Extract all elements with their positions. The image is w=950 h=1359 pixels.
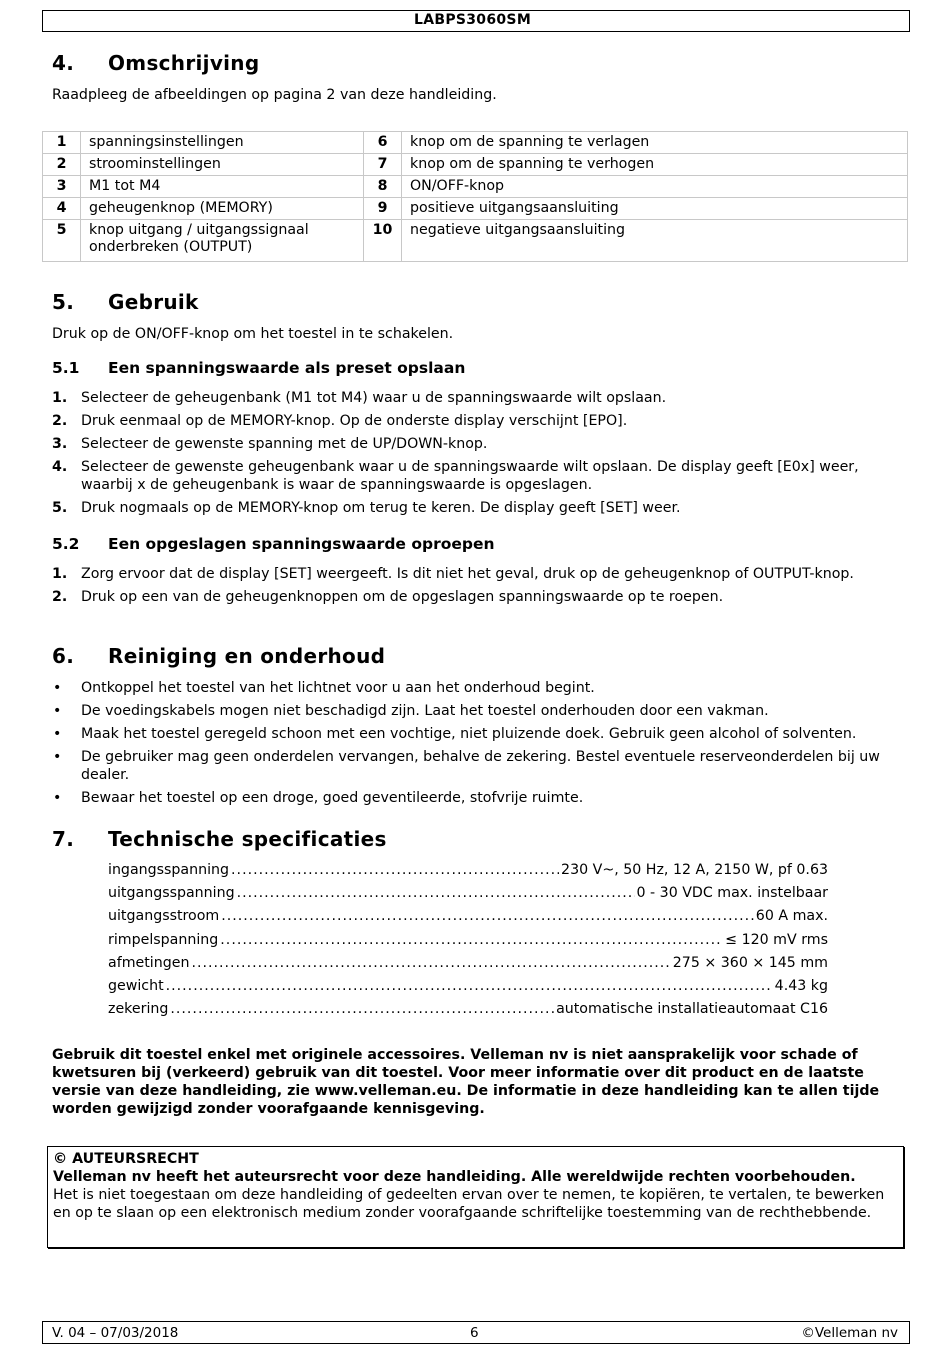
table-row — [43, 132, 908, 154]
spec-label: gewicht — [108, 977, 164, 994]
section-4-intro: Raadpleeg de afbeeldingen op pagina 2 van deze handleiding. — [52, 87, 497, 103]
leader-dots — [170, 1000, 554, 1018]
table-cell-number: 2 — [43, 154, 81, 176]
steps-list-5-2 — [52, 565, 912, 611]
spec-row — [108, 884, 828, 907]
list-item — [52, 565, 912, 583]
spec-label: zekering — [108, 1001, 169, 1018]
subsection-5-1-heading — [52, 359, 465, 377]
table-row — [43, 176, 908, 198]
section-5-heading — [52, 290, 199, 314]
spec-value: 230 V~, 50 Hz, 12 A, 2150 W, pf 0.63 — [561, 862, 828, 878]
list-item-text: Maak het toestel geregeld schoon met een vochtige, niet pluizende doek. Gebruik geen alcohol of solventen. — [81, 726, 857, 742]
table-cell-number: 9 — [364, 198, 402, 220]
footer-version: V. 04 – 07/03/2018 — [52, 1325, 179, 1341]
spec-label: uitgangsspanning — [108, 885, 235, 902]
copyright-text: Het is niet toegestaan om deze handleiding of gedeelten ervan over te nemen, te kopiëren, te vertalen, te bewerken en op te slaan op een elektronisch medium zonder voorafgaande schriftelijke toestemming van de rechthebbende. — [53, 1187, 885, 1221]
spec-value: 275 × 360 × 145 mm — [672, 954, 828, 971]
section-number: 5. — [52, 290, 75, 314]
table-cell-text: stroominstellingen — [81, 154, 364, 176]
table-cell-number: 4 — [43, 198, 81, 220]
spec-label: uitgangsstroom — [108, 908, 220, 925]
list-item — [52, 748, 912, 784]
subsection-number: 5.2 — [52, 535, 80, 553]
list-item — [52, 702, 912, 720]
list-item — [52, 412, 912, 430]
step-text: Zorg ervoor dat de display [SET] weergeeft. Is dit niet het geval, druk op de geheugenknop of OUTPUT-knop. — [81, 566, 854, 582]
table-cell-text: geheugenknop (MEMORY) — [81, 198, 364, 220]
step-number: 2. — [52, 589, 68, 605]
step-number: 1. — [52, 390, 68, 406]
step-number: 2. — [52, 413, 68, 429]
list-item — [52, 588, 912, 606]
table-cell-number: 3 — [43, 176, 81, 198]
spec-label: afmetingen — [108, 954, 190, 971]
step-number: 1. — [52, 566, 68, 582]
leader-dots — [221, 907, 754, 925]
table-cell-text: negatieve uitgangsaansluiting — [402, 220, 908, 262]
spec-list — [108, 861, 828, 1023]
step-text: Selecteer de gewenste spanning met de UP/DOWN-knop. — [81, 436, 488, 452]
spec-label: rimpelspanning — [108, 931, 219, 948]
step-number: 3. — [52, 436, 68, 452]
section-number: 4. — [52, 51, 75, 75]
leader-dots — [191, 954, 670, 972]
leader-dots — [220, 931, 723, 949]
step-text: Druk nogmaals op de MEMORY-knop om terug te keren. De display geeft [SET] weer. — [81, 500, 681, 516]
leader-dots — [237, 884, 635, 902]
bullet-icon: • — [53, 749, 62, 765]
list-item — [52, 725, 912, 743]
table-cell-number: 7 — [364, 154, 402, 176]
copyright-statement: Velleman nv heeft het auteursrecht voor deze handleiding. Alle wereldwijde rechten voorbehouden. — [53, 1169, 856, 1185]
table-cell-number: 6 — [364, 132, 402, 154]
section-title: Technische specificaties — [108, 827, 387, 851]
step-text: Druk eenmaal op de MEMORY-knop. Op de onderste display verschijnt [EPO]. — [81, 413, 628, 429]
spec-value: ≤ 120 mV rms — [725, 931, 828, 948]
section-title: Gebruik — [108, 290, 199, 314]
subsection-5-2-heading — [52, 535, 495, 553]
table-row — [43, 198, 908, 220]
list-item — [52, 389, 912, 407]
step-number: 5. — [52, 500, 68, 516]
spec-value: 0 - 30 VDC max. instelbaar — [636, 885, 828, 902]
leader-dots — [231, 861, 559, 879]
table-row — [43, 220, 908, 262]
table-cell-text: ON/OFF-knop — [402, 176, 908, 198]
list-item-text: Bewaar het toestel op een droge, goed geventileerde, stofvrije ruimte. — [81, 790, 584, 806]
page-number: 6 — [470, 1325, 479, 1341]
maintenance-list — [52, 679, 912, 812]
section-title: Omschrijving — [108, 51, 260, 75]
list-item — [52, 789, 912, 807]
table-cell-number: 5 — [43, 220, 81, 262]
table-row — [43, 154, 908, 176]
spec-row — [108, 861, 828, 884]
spec-row — [108, 954, 828, 977]
step-text: Selecteer de geheugenbank (M1 tot M4) waar u de spanningswaarde wilt opslaan. — [81, 390, 667, 406]
section-number: 7. — [52, 827, 75, 851]
table-cell-text: positieve uitgangsaansluiting — [402, 198, 908, 220]
bullet-icon: • — [53, 726, 62, 742]
table-cell-number: 8 — [364, 176, 402, 198]
list-item — [52, 435, 912, 453]
subsection-title: Een opgeslagen spanningswaarde oproepen — [108, 535, 495, 553]
table-cell-number: 10 — [364, 220, 402, 262]
section-5-intro: Druk op de ON/OFF-knop om het toestel in te schakelen. — [52, 326, 454, 342]
list-item-text: De gebruiker mag geen onderdelen vervangen, behalve de zekering. Bestel eventuele reserveonderdelen bij uw dealer. — [81, 749, 880, 783]
section-7-heading — [52, 827, 387, 851]
subsection-number: 5.1 — [52, 359, 80, 377]
spec-value: 4.43 kg — [774, 977, 828, 994]
table-cell-number: 1 — [43, 132, 81, 154]
leader-dots — [166, 977, 773, 995]
copyright-title: © AUTEURSRECHT — [53, 1151, 199, 1167]
step-text: Druk op een van de geheugenknoppen om de opgeslagen spanningswaarde op te roepen. — [81, 589, 724, 605]
subsection-title: Een spanningswaarde als preset opslaan — [108, 359, 466, 377]
spec-row — [108, 931, 828, 954]
list-item-text: Ontkoppel het toestel van het lichtnet voor u aan het onderhoud begint. — [81, 680, 595, 696]
section-6-heading — [52, 644, 385, 668]
section-title: Reiniging en onderhoud — [108, 644, 386, 668]
table-cell-text: knop uitgang / uitgangssignaal onderbreken (OUTPUT) — [81, 220, 364, 262]
list-item — [52, 499, 912, 517]
step-number: 4. — [52, 459, 68, 475]
list-item — [52, 458, 912, 494]
spec-label: ingangsspanning — [108, 862, 230, 878]
spec-value: automatische installatieautomaat C16 — [556, 1001, 828, 1018]
section-4-heading — [52, 51, 259, 75]
copyright-content — [53, 1150, 898, 1222]
table-cell-text: knop om de spanning te verhogen — [402, 154, 908, 176]
footer-brand: ©Velleman nv — [801, 1325, 898, 1341]
table-cell-text: spanningsinstellingen — [81, 132, 364, 154]
step-text: Selecteer de gewenste geheugenbank waar u de spanningswaarde wilt opslaan. De display geeft [E0x] weer, waarbij x de geheugenbank is waar de spanningswaarde is opgeslagen. — [81, 459, 859, 493]
spec-value: 60 A max. — [755, 908, 828, 925]
list-item-text: De voedingskabels mogen niet beschadigd zijn. Laat het toestel onderhouden door een vakman. — [81, 703, 769, 719]
spec-row — [108, 977, 828, 1000]
list-item — [52, 679, 912, 697]
bullet-icon: • — [53, 790, 62, 806]
steps-list-5-1 — [52, 389, 912, 522]
header-title: LABPS3060SM — [414, 12, 532, 28]
bullet-icon: • — [53, 680, 62, 696]
spec-row — [108, 1000, 828, 1023]
table-cell-text: M1 tot M4 — [81, 176, 364, 198]
parts-table — [42, 131, 908, 262]
bullet-icon: • — [53, 703, 62, 719]
spec-row — [108, 907, 828, 930]
disclaimer-text: Gebruik dit toestel enkel met originele accessoires. Velleman nv is niet aansprakelijk voor schade of kwetsuren bij (verkeerd) gebruik van dit toestel. Voor meer informatie over dit product en de laatste versie van deze handleiding, zie www.velleman.eu. De informatie in deze handleiding kan te allen tijde worden gewijzigd zonder voorafgaande kennisgeving. — [52, 1047, 880, 1117]
section-number: 6. — [52, 644, 75, 668]
table-cell-text: knop om de spanning te verlagen — [402, 132, 908, 154]
copyright-box — [47, 1146, 904, 1248]
